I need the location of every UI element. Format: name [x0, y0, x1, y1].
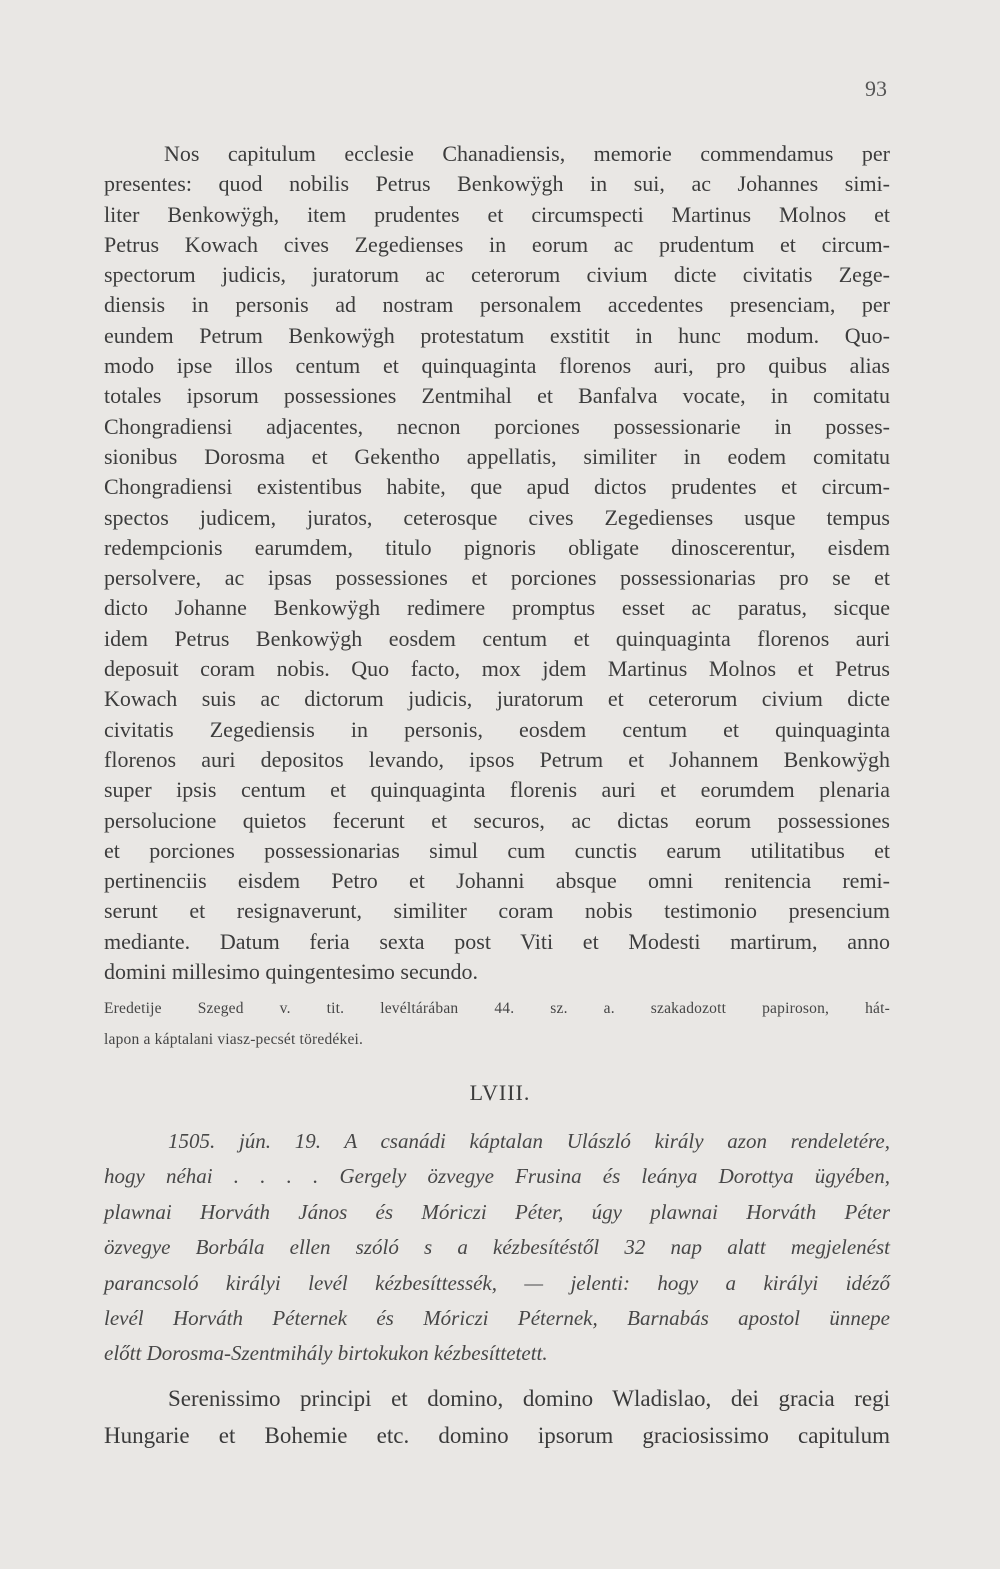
text-line: super ipsis centum et quinquaginta florenis auri et eorumdem plenaria [104, 777, 890, 803]
letter-line: Serenissimo principi et domino, domino Wladislao, dei gracia regi [168, 1386, 890, 1411]
text-line: totales ipsorum possessiones Zentmihal et Banfalva vocate, in comitatu [104, 383, 890, 409]
text-line: eundem Petrum Benkowÿgh protestatum exstitit in hunc modum. Quo- [104, 322, 890, 348]
page-number: 93 [865, 76, 887, 101]
text-line: Chongradiensi existentibus habite, que apud dictos prudentes et circum- [104, 474, 890, 500]
text-line: Chongradiensi adjacentes, necnon porciones possessionarie in posses- [104, 413, 890, 439]
text-line: mediante. Datum feria sexta post Viti et Modesti martirum, anno [104, 928, 890, 954]
section-heading: LVIII. [469, 1080, 531, 1105]
summary-line: plawnai Horváth János és Móriczi Péter, úgy plawnai Horváth Péter [104, 1199, 890, 1224]
text-line: sionibus Dorosma et Gekentho appellatis, similiter in eodem comitatu [104, 443, 890, 469]
text-line: et porciones possessionarias simul cum cunctis earum utilitatibus et [104, 837, 890, 863]
text-line: spectorum judicis, juratorum ac ceterorum civium dicte civitatis Zege- [104, 262, 890, 288]
source-note [104, 993, 890, 1055]
text-line: serunt et resignaverunt, similiter coram nobis testimonio presencium [104, 898, 890, 924]
text-line: spectos judicem, juratos, ceterosque cives Zegedienses usque tempus [104, 504, 890, 530]
text-line: persolvere, ac ipsas possessiones et porciones possessionarias pro se et [104, 565, 890, 591]
text-line: liter Benkowÿgh, item prudentes et circumspecti Martinus Molnos et [104, 201, 890, 227]
text-line: dicto Johanne Benkowÿgh redimere promptus esset ac paratus, sicque [104, 595, 890, 621]
text-line: Kowach suis ac dictorum judicis, juratorum et ceterorum civium dicte [104, 686, 890, 712]
text-line: Nos capitulum ecclesie Chanadiensis, memorie commendamus per [164, 141, 890, 166]
text-line: deposuit coram nobis. Quo facto, mox jdem Martinus Molnos et Petrus [104, 656, 890, 682]
text-line: Petrus Kowach cives Zegedienses in eorum ac prudentum et circum- [104, 231, 890, 257]
summary-line: levél Horváth Péternek és Móriczi Péternek, Barnabás apostol ünnepe [104, 1305, 890, 1330]
summary-line: özvegye Borbála ellen szóló s a kézbesítéstől 32 nap alatt megjelenést [104, 1235, 890, 1260]
text-line: domini millesimo quingentesimo secundo. [104, 959, 478, 985]
note-line: Eredetije Szeged v. tit. levéltárában 44. sz. a. szakadozott papiroson, hát- [104, 1000, 890, 1017]
letter-line: Hungarie et Bohemie etc. domino ipsorum graciosissimo capitulum [104, 1423, 890, 1448]
text-line: florenos auri depositos levando, ipsos Petrum et Johannem Benkowÿgh [104, 746, 890, 772]
text-line: persolucione quietos fecerunt et securos, ac dictas eorum possessiones [104, 807, 890, 833]
summary-line: parancsoló királyi levél kézbesíttessék, — jelenti: hogy a királyi idéző [104, 1270, 890, 1295]
note-line: lapon a káptalani viasz-pecsét töredékei. [104, 1031, 364, 1048]
summary-line: előtt Dorosma-Szentmihály birtokukon kézbesíttetett. [104, 1341, 548, 1366]
summary-line: hogy néhai . . . . Gergely özvegye Frusina és leánya Dorottya ügyében, [104, 1164, 890, 1189]
text-line: presentes: quod nobilis Petrus Benkowÿgh in sui, ac Johannes simi- [104, 171, 890, 197]
text-line: idem Petrus Benkowÿgh eosdem centum et quinquaginta florenos auri [104, 625, 890, 651]
text-line: modo ipse illos centum et quinquaginta florenos auri, pro quibus alias [104, 353, 890, 379]
text-line: diensis in personis ad nostram personalem accedentes presenciam, per [104, 292, 890, 318]
letter-text [104, 1380, 890, 1454]
document-summary [104, 1124, 890, 1372]
main-text [104, 139, 890, 987]
text-line: pertinenciis eisdem Petro et Johanni absque omni renitencia remi- [104, 868, 890, 894]
summary-line: 1505. jún. 19. A csanádi káptalan Ulászló király azon rendeletére, [168, 1129, 890, 1153]
text-line: civitatis Zegediensis in personis, eosdem centum et quinquaginta [104, 716, 890, 742]
text-line: redempcionis earumdem, titulo pignoris obligate dinoscerentur, eisdem [104, 534, 890, 560]
